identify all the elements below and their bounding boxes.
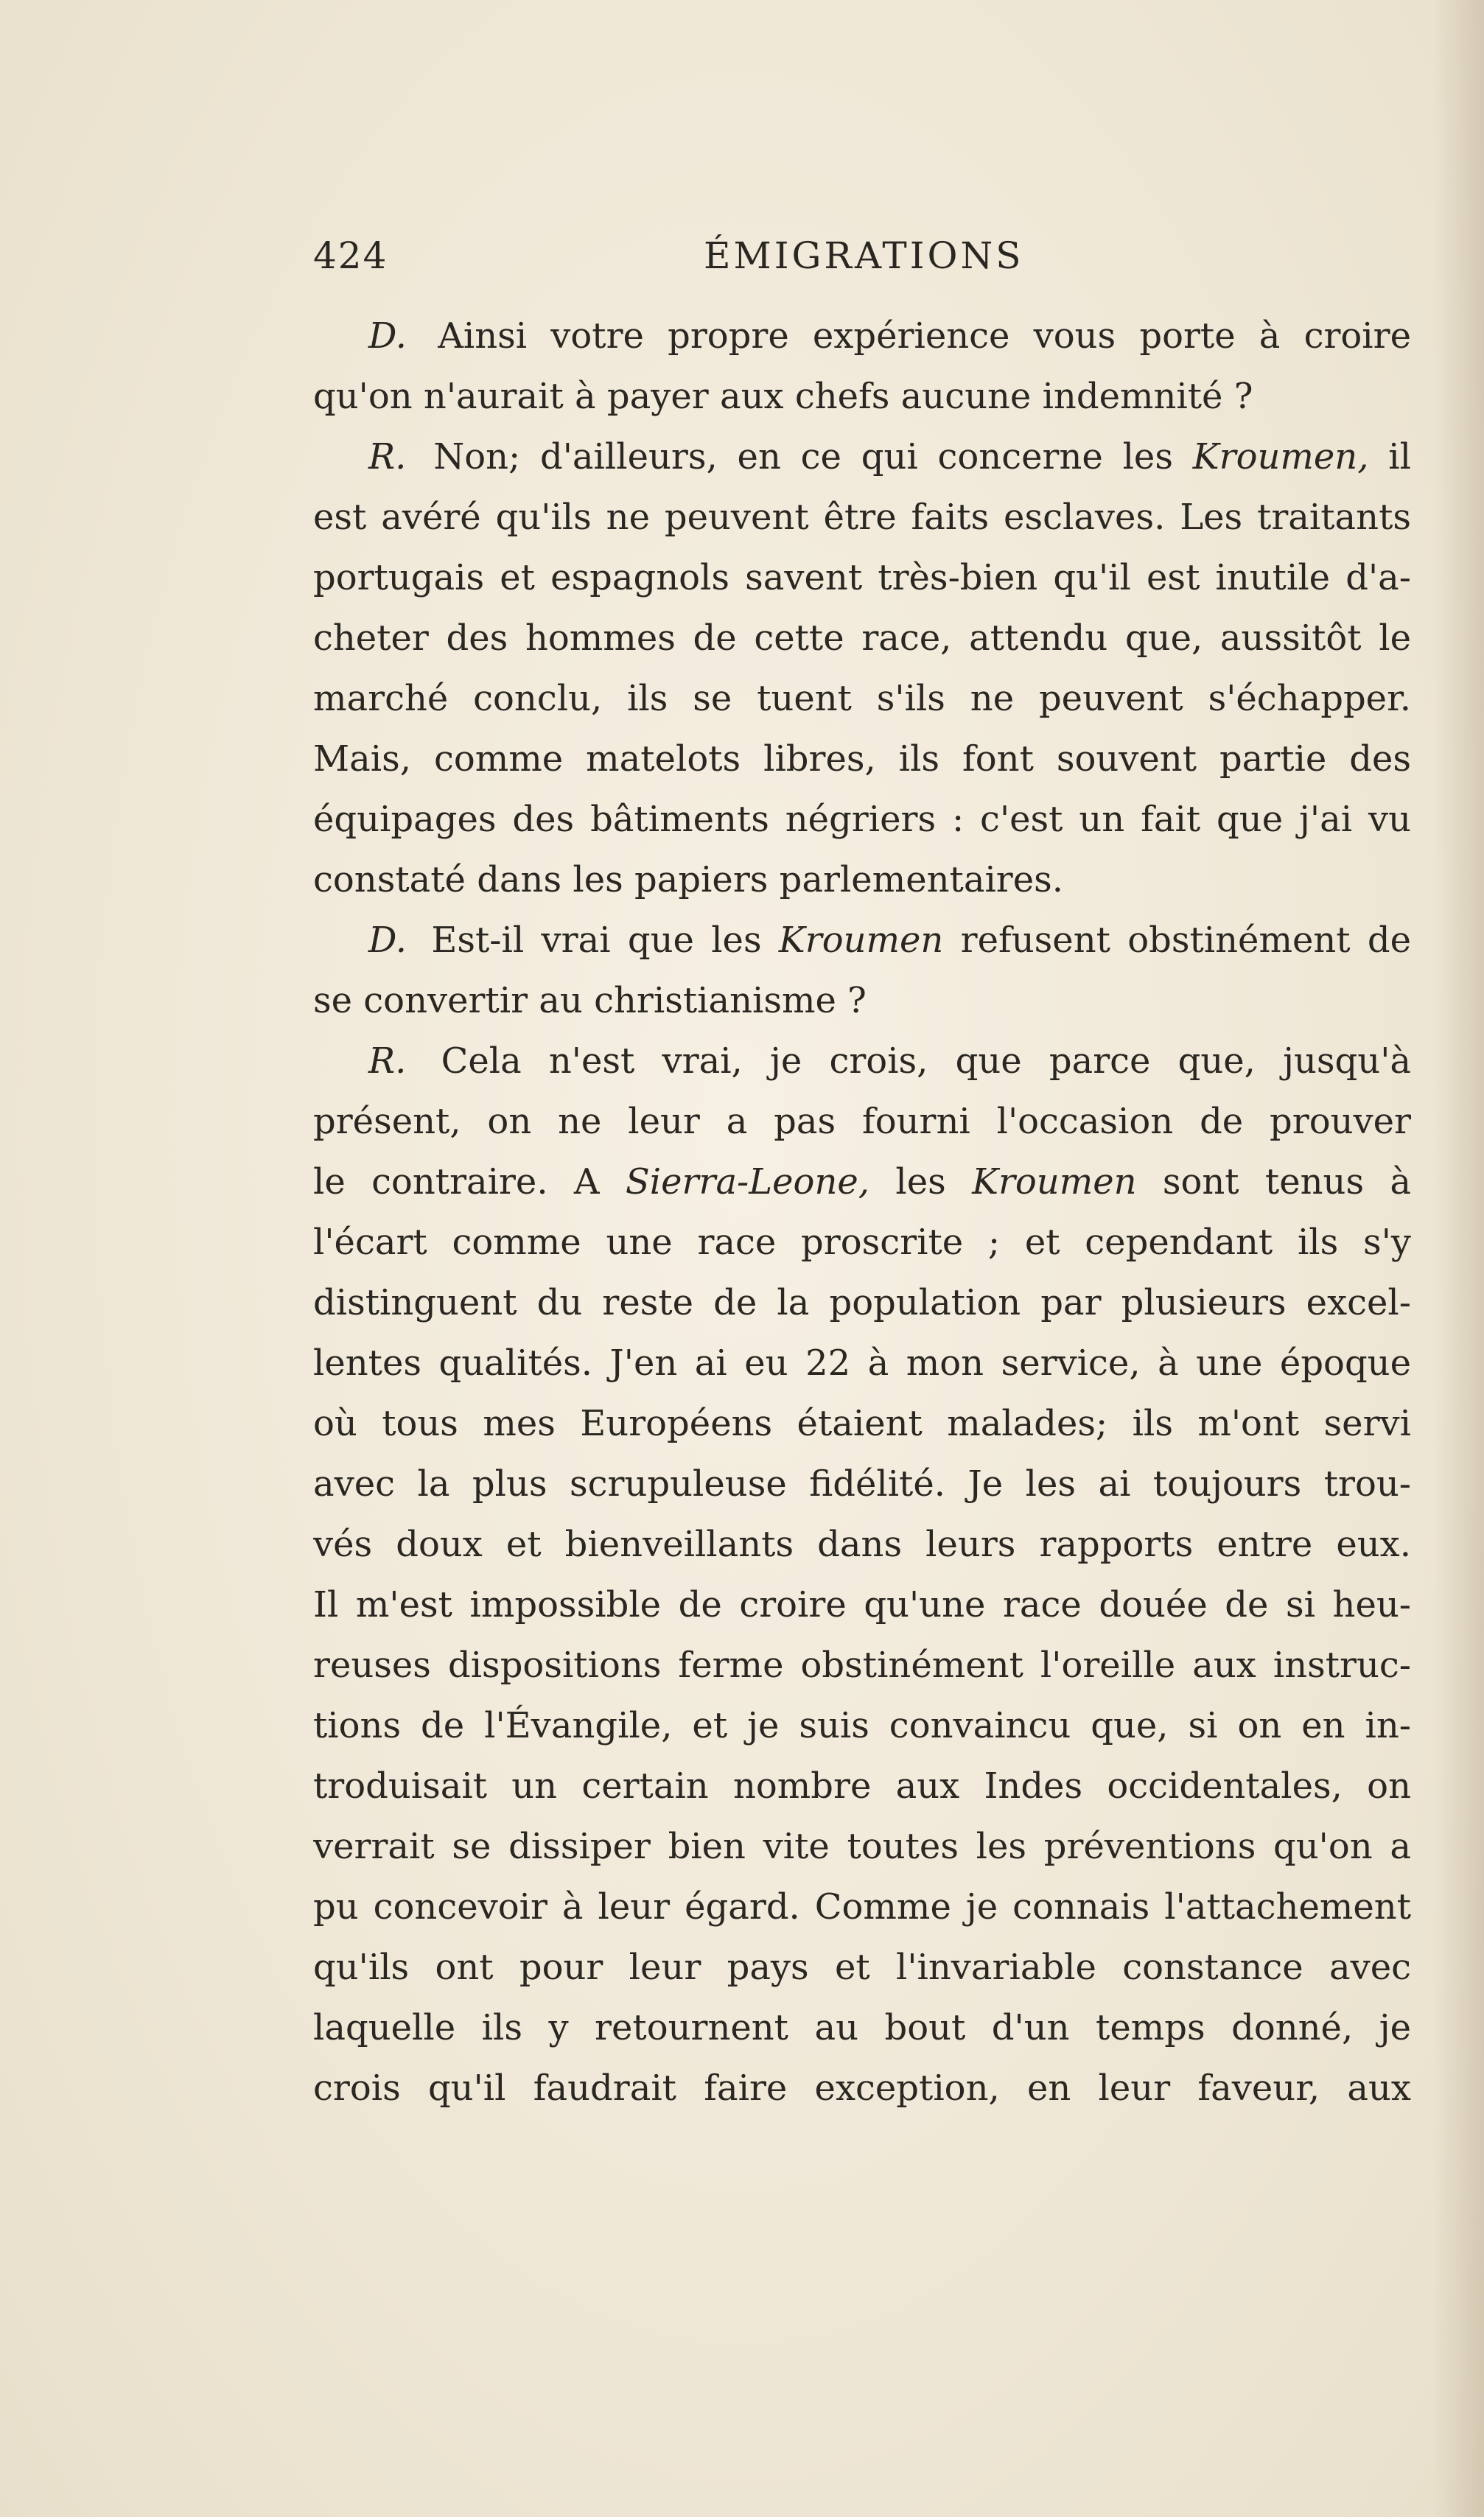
text-segment: le contraire. A: [313, 1161, 626, 1203]
text-line: [313, 1454, 1411, 1514]
text-segment: il: [1368, 436, 1411, 477]
italic-text: Sierra-Leone,: [625, 1161, 870, 1203]
text-segment: l'écart comme une race proscrite ; et cependant ils s'y: [313, 1222, 1411, 1263]
speaker-label: D.: [368, 920, 407, 961]
text-line: [313, 1272, 1411, 1333]
text-segment: se convertir au christianisme ?: [313, 980, 867, 1021]
text-line: [313, 910, 1411, 970]
text-line: [313, 1937, 1411, 1998]
text-segment: pu concevoir à leur égard. Comme je connais l'attachement: [313, 1886, 1411, 1928]
text-segment: cheter des hommes de cette race, attendu que, aussitôt le: [313, 617, 1411, 659]
text-segment: crois qu'il faudrait faire exception, en leur faveur, aux: [313, 2068, 1411, 2109]
italic-text: Kroumen,: [1192, 436, 1369, 477]
text-segment: refusent obstinément de: [943, 920, 1411, 961]
text-line: [313, 1756, 1411, 1816]
text-line: [313, 1998, 1411, 2058]
text-segment: portugais et espagnols savent très-bien qu'il est inutile d'a-: [313, 557, 1411, 598]
speaker-label: D.: [368, 315, 407, 357]
page-edge-shadow: [1432, 0, 1484, 2517]
text-segment: qu'on n'aurait à payer aux chefs aucune indemnité ?: [313, 376, 1253, 417]
text-segment: laquelle ils y retournent au bout d'un temps donné, je: [313, 2007, 1411, 2048]
text-line: [313, 427, 1411, 487]
text-line: [313, 2058, 1411, 2118]
text-segment: troduisait un certain nombre aux Indes occidentales, on: [313, 1765, 1411, 1807]
text-line: [313, 487, 1411, 547]
text-segment: lentes qualités. J'en ai eu 22 à mon service, à une époque: [313, 1342, 1411, 1384]
text-line: [313, 668, 1411, 729]
text-segment: sont tenus à: [1136, 1161, 1411, 1203]
text-segment: présent, on ne leur a pas fourni l'occasion de prouver: [313, 1101, 1411, 1142]
text-line: [313, 1212, 1411, 1272]
text-line: [313, 850, 1411, 910]
text-line: [313, 970, 1411, 1031]
text-segment: marché conclu, ils se tuent s'ils ne peuvent s'échapper.: [313, 678, 1411, 719]
text-line: [313, 1393, 1411, 1454]
page-number: 424: [313, 234, 388, 277]
text-segment: où tous mes Européens étaient malades; ils m'ont servi: [313, 1403, 1411, 1444]
text-segment: Non; d'ailleurs, en ce qui concerne les: [413, 436, 1193, 477]
text-segment: distinguent du reste de la population par plusieurs excel-: [313, 1282, 1411, 1323]
text-line: [313, 306, 1411, 366]
text-segment: équipages des bâtiments négriers : c'est un fait que j'ai vu: [313, 799, 1411, 840]
text-segment: constaté dans les papiers parlementaires.: [313, 859, 1064, 900]
text-segment: qu'ils ont pour leur pays et l'invariable constance avec: [313, 1947, 1411, 1988]
text-line: [313, 547, 1411, 608]
text-segment: vés doux et bienveillants dans leurs rapports entre eux.: [313, 1524, 1411, 1565]
text-segment: les: [869, 1161, 973, 1203]
running-title: ÉMIGRATIONS: [704, 234, 1024, 277]
text-segment: Cela n'est vrai, je crois, que parce que, jusqu'à: [413, 1040, 1411, 1082]
text-segment: Est-il vrai que les: [414, 920, 779, 961]
text-line: [313, 1575, 1411, 1635]
text-line: [313, 1877, 1411, 1937]
text-line: [313, 1031, 1411, 1091]
text-line: [313, 1333, 1411, 1393]
text-line: [313, 789, 1411, 850]
text-segment: est avéré qu'ils ne peuvent être faits esclaves. Les traitants: [313, 497, 1411, 538]
italic-text: Kroumen: [972, 1161, 1137, 1203]
text-segment: reuses dispositions ferme obstinément l'oreille aux instruc-: [313, 1645, 1411, 1686]
text-line: [313, 1091, 1411, 1152]
text-line: [313, 366, 1411, 427]
text-line: [313, 1695, 1411, 1756]
text-segment: tions de l'Évangile, et je suis convaincu que, si on en in-: [313, 1705, 1411, 1746]
text-segment: Mais, comme matelots libres, ils font souvent partie des: [313, 738, 1411, 780]
body-text: [313, 306, 1411, 2118]
text-segment: avec la plus scrupuleuse fidélité. Je les ai toujours trou-: [313, 1463, 1411, 1505]
text-line: [313, 608, 1411, 668]
speaker-label: R.: [368, 1040, 407, 1082]
text-line: [313, 1152, 1411, 1212]
text-line: [313, 1816, 1411, 1877]
text-segment: verrait se dissiper bien vite toutes les préventions qu'on a: [313, 1826, 1411, 1867]
speaker-label: R.: [368, 436, 407, 477]
text-line: [313, 1514, 1411, 1575]
text-segment: Il m'est impossible de croire qu'une race douée de si heu-: [313, 1584, 1411, 1625]
text-line: [313, 1635, 1411, 1695]
page-header: [313, 234, 1297, 293]
text-line: [313, 729, 1411, 789]
text-segment: Ainsi votre propre expérience vous porte à croire: [414, 315, 1411, 357]
italic-text: Kroumen: [778, 920, 944, 961]
